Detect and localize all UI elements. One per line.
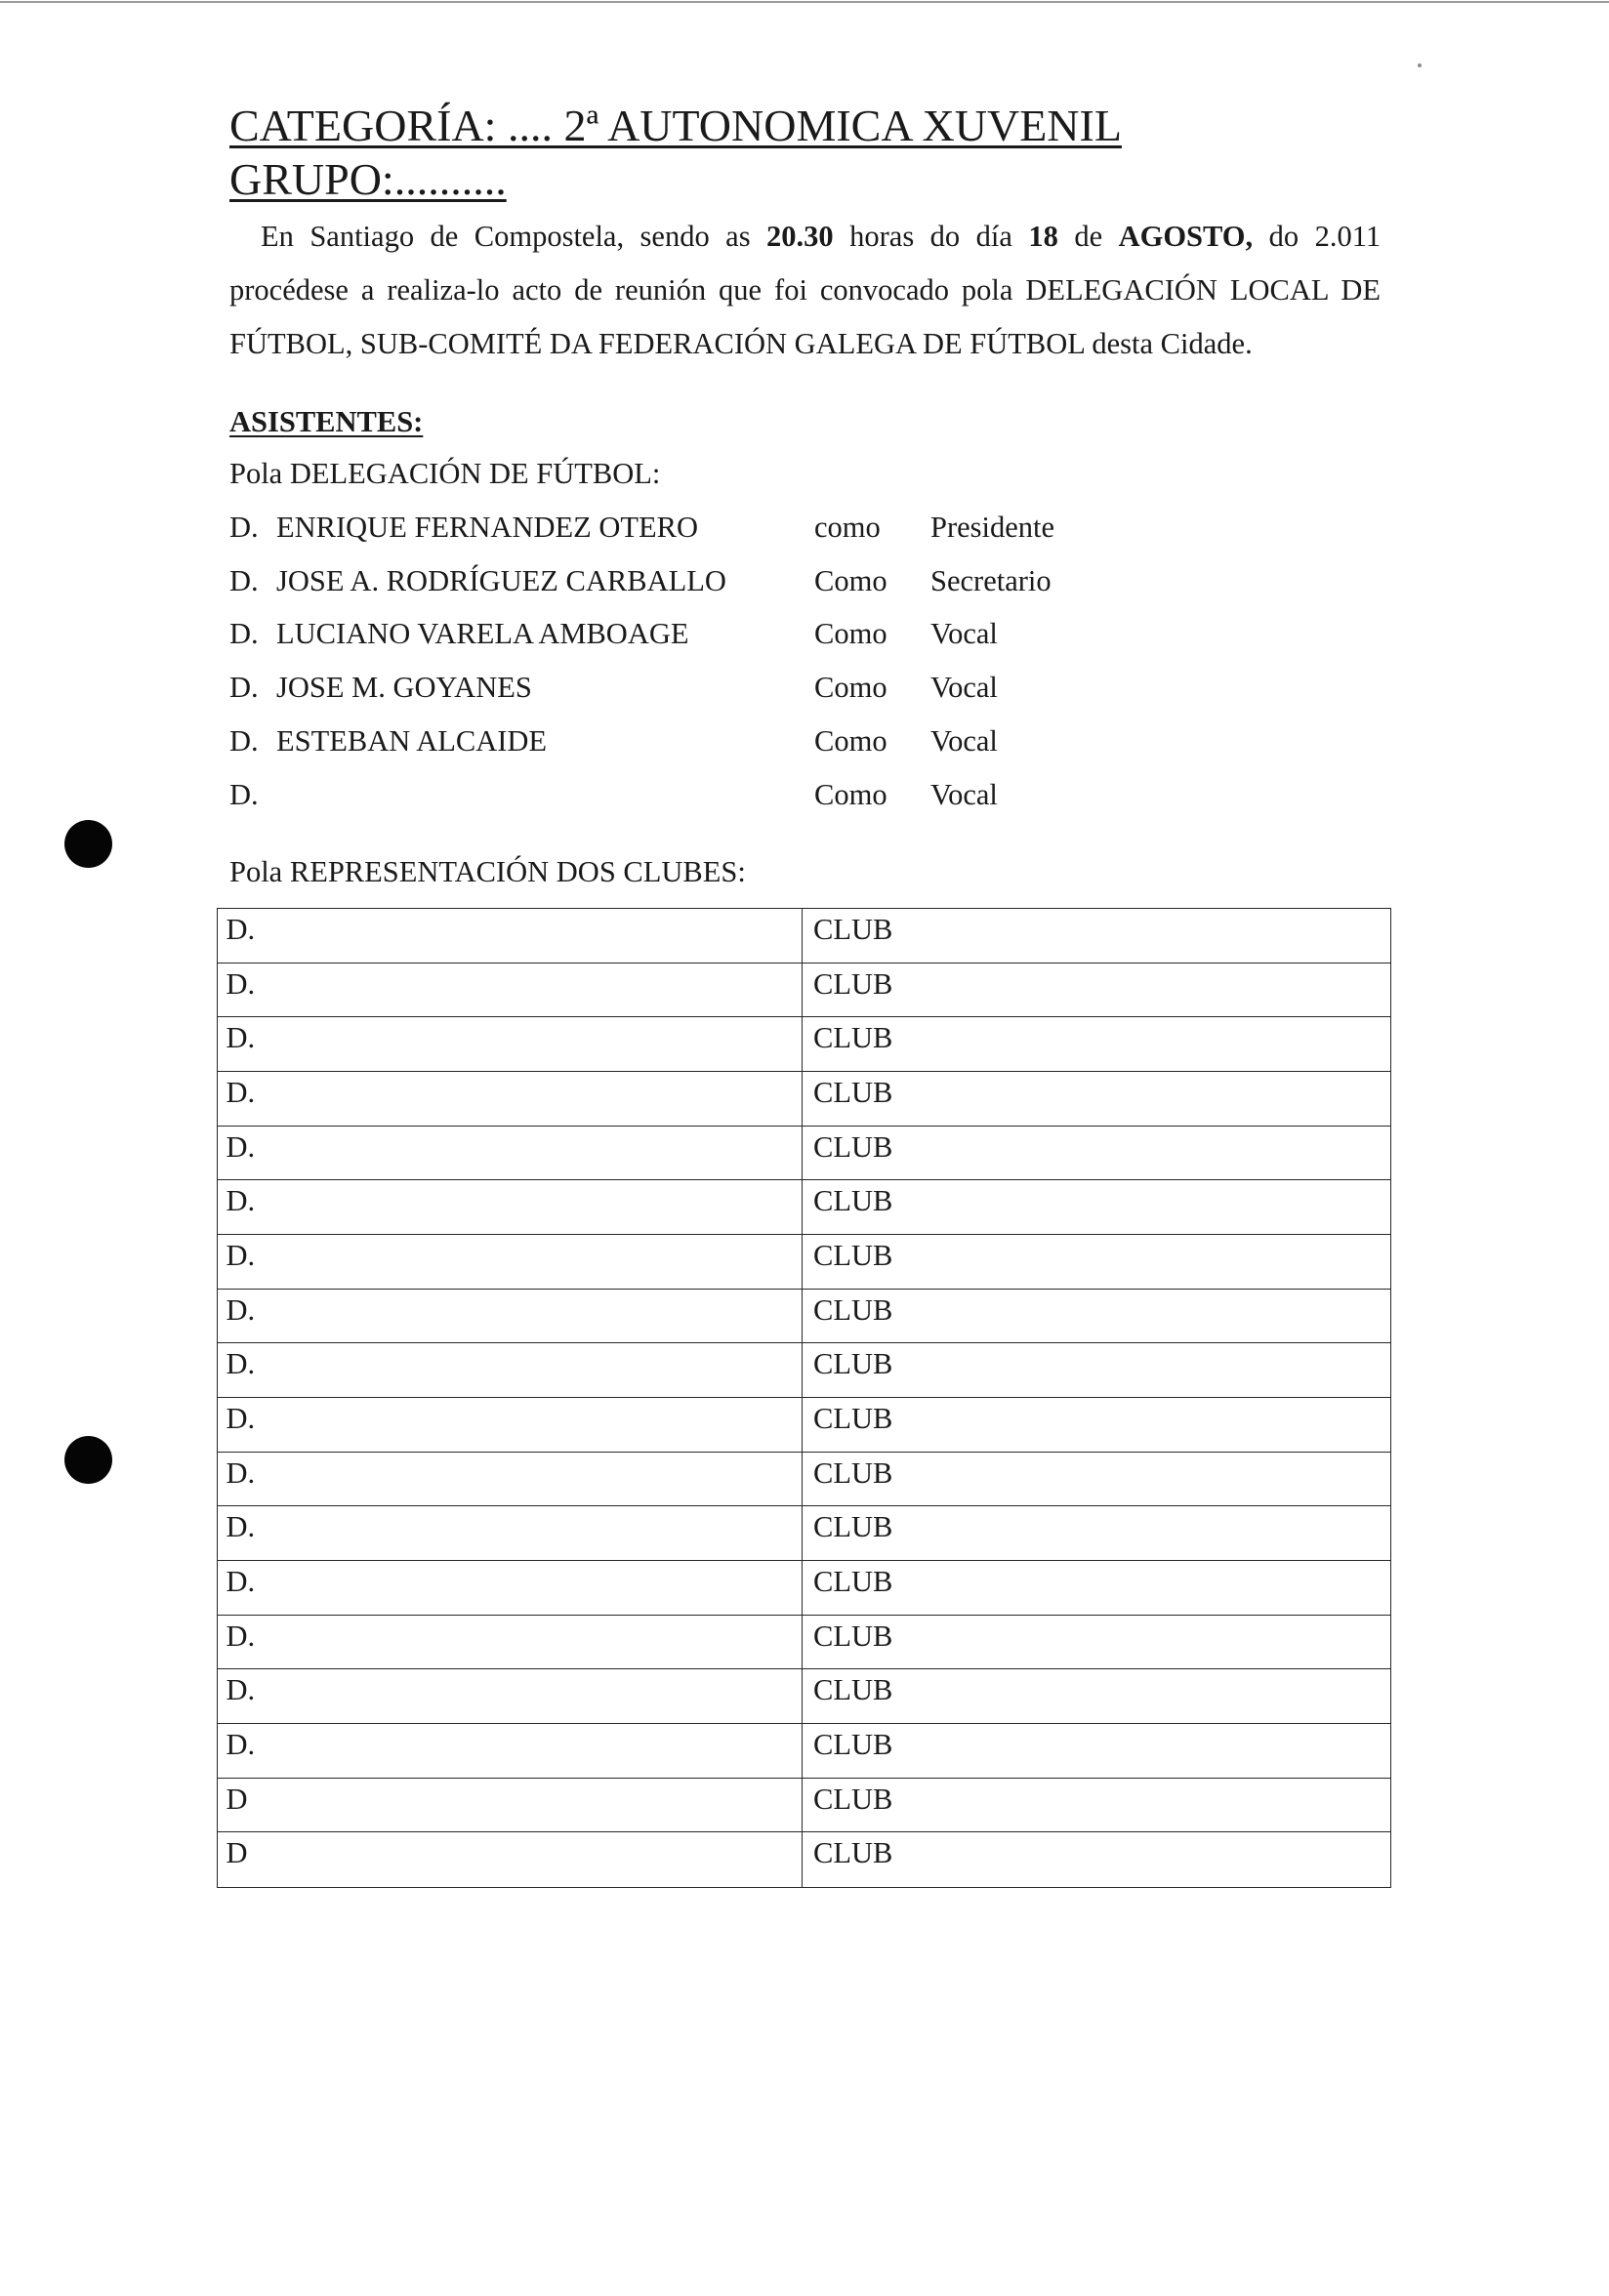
- table-row: [218, 1453, 1390, 1507]
- attendees-heading: ASISTENTES:: [229, 405, 424, 438]
- club-cell: CLUB: [813, 1510, 893, 1544]
- attendee-role: Vocal: [930, 778, 998, 811]
- attendee-name: LUCIANO VARELA AMBOAGE: [276, 617, 689, 650]
- group-heading: GRUPO:..........: [229, 154, 507, 204]
- representative-cell: D.: [218, 1398, 803, 1452]
- attendee-prefix: D.: [229, 617, 259, 650]
- attendee-name: ENRIQUE FERNANDEZ OTERO: [276, 511, 699, 544]
- attendee-role: Vocal: [930, 671, 998, 704]
- club-cell: CLUB: [813, 1021, 893, 1055]
- meeting-month: AGOSTO,: [1118, 220, 1254, 253]
- meeting-time: 20.30: [766, 220, 834, 253]
- club-cell: CLUB: [813, 1673, 893, 1707]
- attendee-as: Como: [814, 671, 887, 704]
- meeting-day: 18: [1028, 220, 1058, 253]
- club-cell: CLUB: [813, 1184, 893, 1218]
- attendee-role: Vocal: [930, 617, 998, 650]
- attendee-prefix: D.: [229, 564, 259, 597]
- club-cell: CLUB: [813, 1782, 893, 1816]
- attendee-prefix: D.: [229, 778, 259, 811]
- intro-text: de: [1074, 220, 1103, 253]
- representative-cell: D.: [218, 1561, 803, 1615]
- table-row: [218, 909, 1390, 964]
- representative-cell: D.: [218, 1072, 803, 1126]
- attendee-role: Vocal: [930, 724, 998, 758]
- club-cell: CLUB: [813, 1456, 893, 1490]
- representative-cell: D.: [218, 1290, 803, 1343]
- representative-cell: D.: [218, 1343, 803, 1397]
- table-row: [218, 1561, 1390, 1616]
- attendee-as: Como: [814, 617, 887, 650]
- attendee-row: [0, 715, 1609, 768]
- representative-cell: D.: [218, 1017, 803, 1071]
- table-row: [218, 1616, 1390, 1670]
- representative-cell: D.: [218, 1669, 803, 1723]
- attendee-row: [0, 554, 1609, 608]
- table-row: [218, 1180, 1390, 1235]
- club-cell: CLUB: [813, 1727, 893, 1761]
- representative-cell: D: [218, 1779, 803, 1832]
- representative-cell: D.: [218, 1453, 803, 1506]
- attendee-as: como: [814, 511, 881, 544]
- representative-cell: D.: [218, 909, 803, 963]
- category-heading: CATEGORÍA: .... 2ª AUTONOMICA XUVENIL: [229, 101, 1122, 150]
- table-row: [218, 1724, 1390, 1779]
- table-row: [218, 1290, 1390, 1344]
- table-row: [218, 1669, 1390, 1724]
- attendee-row: [0, 768, 1609, 822]
- delegation-label: Pola DELEGACIÓN DE FÚTBOL:: [229, 457, 661, 490]
- table-row: [218, 1343, 1390, 1398]
- table-row: [218, 1072, 1390, 1127]
- representative-cell: D.: [218, 1506, 803, 1560]
- attendee-row: [0, 661, 1609, 715]
- clubs-table: [217, 908, 1391, 1888]
- representative-cell: D.: [218, 1235, 803, 1289]
- attendee-prefix: D.: [229, 511, 259, 544]
- meeting-year: do 2.011: [1268, 220, 1382, 253]
- club-cell: CLUB: [813, 966, 893, 1001]
- club-cell: CLUB: [813, 913, 893, 946]
- club-cell: CLUB: [813, 1564, 893, 1598]
- club-cell: CLUB: [813, 1401, 893, 1435]
- representative-cell: D.: [218, 1616, 803, 1669]
- club-cell: CLUB: [813, 1619, 893, 1653]
- club-cell: CLUB: [813, 1836, 893, 1870]
- attendee-name: JOSE A. RODRÍGUEZ CARBALLO: [276, 564, 726, 597]
- scan-edge-line: [0, 1, 1609, 3]
- table-row: [218, 1127, 1390, 1181]
- table-row: [218, 1832, 1390, 1887]
- scan-speck: [1418, 63, 1422, 67]
- clubs-label: Pola REPRESENTACIÓN DOS CLUBES:: [229, 855, 746, 888]
- table-row: [218, 1398, 1390, 1453]
- attendee-prefix: D.: [229, 724, 259, 758]
- intro-text: En Santiago de Compostela, sendo as: [261, 220, 751, 253]
- club-cell: CLUB: [813, 1347, 893, 1381]
- representative-cell: D: [218, 1832, 803, 1887]
- table-row: [218, 1017, 1390, 1072]
- attendee-row: [0, 501, 1609, 554]
- intro-text: horas do día: [849, 220, 1012, 253]
- attendee-as: Como: [814, 724, 887, 758]
- representative-cell: D.: [218, 1127, 803, 1180]
- punch-hole-upper: [64, 820, 112, 868]
- attendee-as: Como: [814, 778, 887, 811]
- punch-hole-lower: [64, 1436, 112, 1484]
- table-row: [218, 1235, 1390, 1290]
- attendee-name: ESTEBAN ALCAIDE: [276, 724, 548, 758]
- table-row: [218, 964, 1390, 1018]
- club-cell: CLUB: [813, 1129, 893, 1164]
- attendee-name: JOSE M. GOYANES: [276, 671, 532, 704]
- club-cell: CLUB: [813, 1292, 893, 1327]
- attendee-row: [0, 607, 1609, 661]
- representative-cell: D.: [218, 1724, 803, 1778]
- representative-cell: D.: [218, 1180, 803, 1234]
- attendee-role: Presidente: [930, 511, 1055, 544]
- attendee-role: Secretario: [930, 564, 1052, 597]
- intro-line-1: [261, 210, 1381, 264]
- table-row: [218, 1779, 1390, 1833]
- attendee-prefix: D.: [229, 671, 259, 704]
- intro-line-2: procédese a realiza-lo acto de reunión que foi convocado pola DELEGACIÓN LOCAL DE: [229, 273, 1381, 307]
- club-cell: CLUB: [813, 1238, 893, 1272]
- club-cell: CLUB: [813, 1075, 893, 1109]
- table-row: [218, 1506, 1390, 1561]
- representative-cell: D.: [218, 964, 803, 1017]
- attendee-as: Como: [814, 564, 887, 597]
- intro-line-3: FÚTBOL, SUB-COMITÉ DA FEDERACIÓN GALEGA DE FÚTBOL desta Cidade.: [229, 327, 1253, 360]
